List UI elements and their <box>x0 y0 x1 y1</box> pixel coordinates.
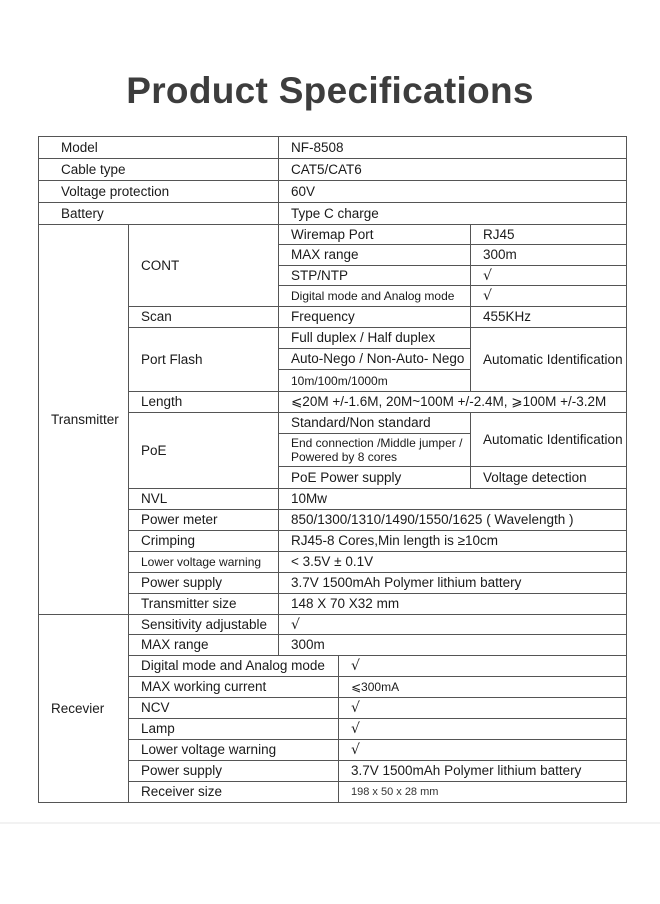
cell-transmitter-size-label: Transmitter size <box>128 593 279 615</box>
cell-receiver-size-value: 198 x 50 x 28 mm <box>338 781 627 803</box>
cell-duplex-label: Full duplex / Half duplex <box>278 327 471 349</box>
cell-poe-supply-label: PoE Power supply <box>278 466 471 489</box>
cell-crimping-value: RJ45-8 Cores,Min length is ≥10cm <box>278 530 627 552</box>
cell-wiremap-port-label: Wiremap Port <box>278 224 471 245</box>
cell-frequency-label: Frequency <box>278 306 471 328</box>
cell-max-range-tx-value: 300m <box>470 244 627 266</box>
cell-standard-label: Standard/Non standard <box>278 412 471 434</box>
cell-port-flash-value: Automatic Identification <box>470 327 627 392</box>
cell-lower-voltage-tx-value: < 3.5V ± 0.1V <box>278 551 627 573</box>
cell-cable-type-value: CAT5/CAT6 <box>278 158 627 181</box>
cell-receiver-size-label: Receiver size <box>128 781 339 803</box>
cell-digital-analog-tx-label: Digital mode and Analog mode <box>278 285 471 307</box>
cell-poe-supply-value: Voltage detection <box>470 466 627 489</box>
cell-max-range-rx-label: MAX range <box>128 634 279 656</box>
cell-sensitivity-label: Sensitivity adjustable <box>128 614 279 635</box>
cell-max-range-rx-value: 300m <box>278 634 627 656</box>
cell-stp-ntp-value: √ <box>470 265 627 286</box>
cell-transmitter-label: Transmitter <box>38 224 129 615</box>
cell-power-meter-label: Power meter <box>128 509 279 531</box>
cell-power-supply-rx-value: 3.7V 1500mAh Polymer lithium battery <box>338 760 627 782</box>
page-title: Product Specifications <box>126 70 534 111</box>
cell-model-label: Model <box>38 136 279 159</box>
cell-frequency-value: 455KHz <box>470 306 627 328</box>
cell-voltage-protection-label: Voltage protection <box>38 180 279 203</box>
cell-lamp-label: Lamp <box>128 718 339 740</box>
cell-stp-ntp-label: STP/NTP <box>278 265 471 286</box>
cell-wiremap-port-value: RJ45 <box>470 224 627 245</box>
cell-lower-voltage-rx-value: √ <box>338 739 627 761</box>
cell-model-value: NF-8508 <box>278 136 627 159</box>
cell-nego-label: Auto-Nego / Non-Auto- Nego <box>278 348 471 370</box>
cell-power-supply-rx-label: Power supply <box>128 760 339 782</box>
cell-max-current-value: ⩽300mA <box>338 676 627 698</box>
cell-nvl-value: 10Mw <box>278 488 627 510</box>
cell-transmitter-size-value: 148 X 70 X32 mm <box>278 593 627 615</box>
cell-receiver-label: Recevier <box>38 614 129 803</box>
cell-voltage-protection-value: 60V <box>278 180 627 203</box>
cell-nvl-label: NVL <box>128 488 279 510</box>
cell-power-meter-value: 850/1300/1310/1490/1550/1625 ( Wavelength ) <box>278 509 627 531</box>
cell-digital-analog-rx-value: √ <box>338 655 627 677</box>
cell-lamp-value: √ <box>338 718 627 740</box>
cell-cont-label: CONT <box>128 224 279 307</box>
cell-power-supply-tx-value: 3.7V 1500mAh Polymer lithium battery <box>278 572 627 594</box>
cell-length-label: Length <box>128 391 279 413</box>
cell-scan-label: Scan <box>128 306 279 328</box>
cell-length-value: ⩽20M +/-1.6M, 20M~100M +/-2.4M, ⩾100M +/-3.2M <box>278 391 627 413</box>
cell-ncv-value: √ <box>338 697 627 719</box>
cell-lower-voltage-rx-label: Lower voltage warning <box>128 739 339 761</box>
cell-speed-label: 10m/100m/1000m <box>278 369 471 392</box>
cell-poe-label: PoE <box>128 412 279 489</box>
cell-power-supply-tx-label: Power supply <box>128 572 279 594</box>
cell-port-flash-label: Port Flash <box>128 327 279 392</box>
cell-max-current-label: MAX working current <box>128 676 339 698</box>
cell-sensitivity-value: √ <box>278 614 627 635</box>
bottom-divider <box>0 822 660 824</box>
cell-end-connection-label: End connection /Middle jumper / Powered by 8 cores <box>278 433 471 467</box>
cell-ncv-label: NCV <box>128 697 339 719</box>
cell-digital-analog-rx-label: Digital mode and Analog mode <box>128 655 339 677</box>
cell-poe-identification-value: Automatic Identification <box>470 412 627 467</box>
cell-max-range-tx-label: MAX range <box>278 244 471 266</box>
cell-digital-analog-tx-value: √ <box>470 285 627 307</box>
cell-battery-value: Type C charge <box>278 202 627 225</box>
cell-lower-voltage-tx-label: Lower voltage warning <box>128 551 279 573</box>
cell-crimping-label: Crimping <box>128 530 279 552</box>
cell-battery-label: Battery <box>38 202 279 225</box>
cell-cable-type-label: Cable type <box>38 158 279 181</box>
